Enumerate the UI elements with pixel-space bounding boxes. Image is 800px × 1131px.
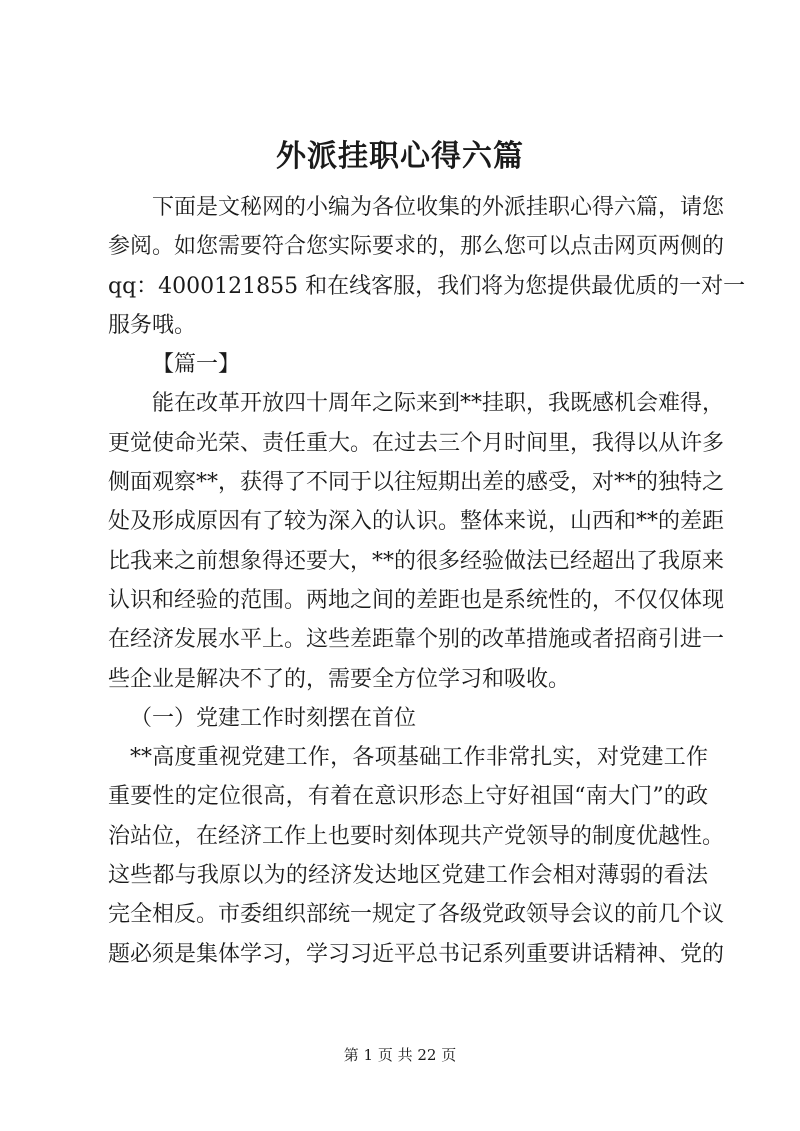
paragraph-line: 题必须是集体学习，学习习近平总书记系列重要讲话精神、党的	[108, 941, 725, 967]
paragraph-line: 能在改革开放四十周年之际来到**挂职，我既感机会难得，	[152, 391, 725, 417]
paragraph-line: 认识和经验的范围。两地之间的差距也是系统性的，不仅仅体现	[108, 587, 725, 613]
paragraph-line: 治站位，在经济工作上也要时刻体现共产党领导的制度优越性。	[108, 823, 725, 849]
paragraph-line: qq：4000121855 和在线客服，我们将为您提供最优质的一对一	[108, 273, 746, 299]
paragraph-line: 更觉使命光荣、责任重大。在过去三个月时间里，我得以从许多	[108, 430, 725, 456]
paragraph-line: 参阅。如您需要符合您实际要求的，那么您可以点击网页两侧的	[108, 234, 725, 260]
paragraph-line: **高度重视党建工作，各项基础工作非常扎实，对党建工作	[130, 745, 708, 771]
section-heading: 【篇一】	[152, 352, 241, 378]
paragraph-line: 完全相反。市委组织部统一规定了各级党政领导会议的前几个议	[108, 902, 725, 928]
paragraph-line: 比我来之前想象得还要大，**的很多经验做法已经超出了我原来	[108, 548, 725, 574]
paragraph-line: 重要性的定位很高，有着在意识形态上守好祖国“南大门”的政	[108, 784, 708, 810]
document-title: 外派挂职心得六篇	[276, 139, 524, 174]
paragraph-line: 服务哦。	[108, 312, 197, 338]
paragraph-line: 处及形成原因有了较为深入的认识。整体来说，山西和**的差距	[108, 509, 725, 535]
paragraph-line: 下面是文秘网的小编为各位收集的外派挂职心得六篇，请您	[152, 195, 725, 220]
paragraph-line: 在经济发展水平上。这些差距靠个别的改革措施或者招商引进一	[108, 627, 725, 653]
page-number-footer: 第 1 页 共 22 页	[343, 1046, 457, 1064]
subsection-heading: （一）党建工作时刻摆在首位	[130, 705, 417, 731]
paragraph-line: 这些都与我原以为的经济发达地区党建工作会相对薄弱的看法	[108, 863, 708, 889]
paragraph-line: 些企业是解决不了的，需要全方位学习和吸收。	[108, 666, 571, 692]
document-body	[108, 188, 746, 974]
paragraph-line: 侧面观察**，获得了不同于以往短期出差的感受，对**的独特之	[108, 470, 725, 496]
